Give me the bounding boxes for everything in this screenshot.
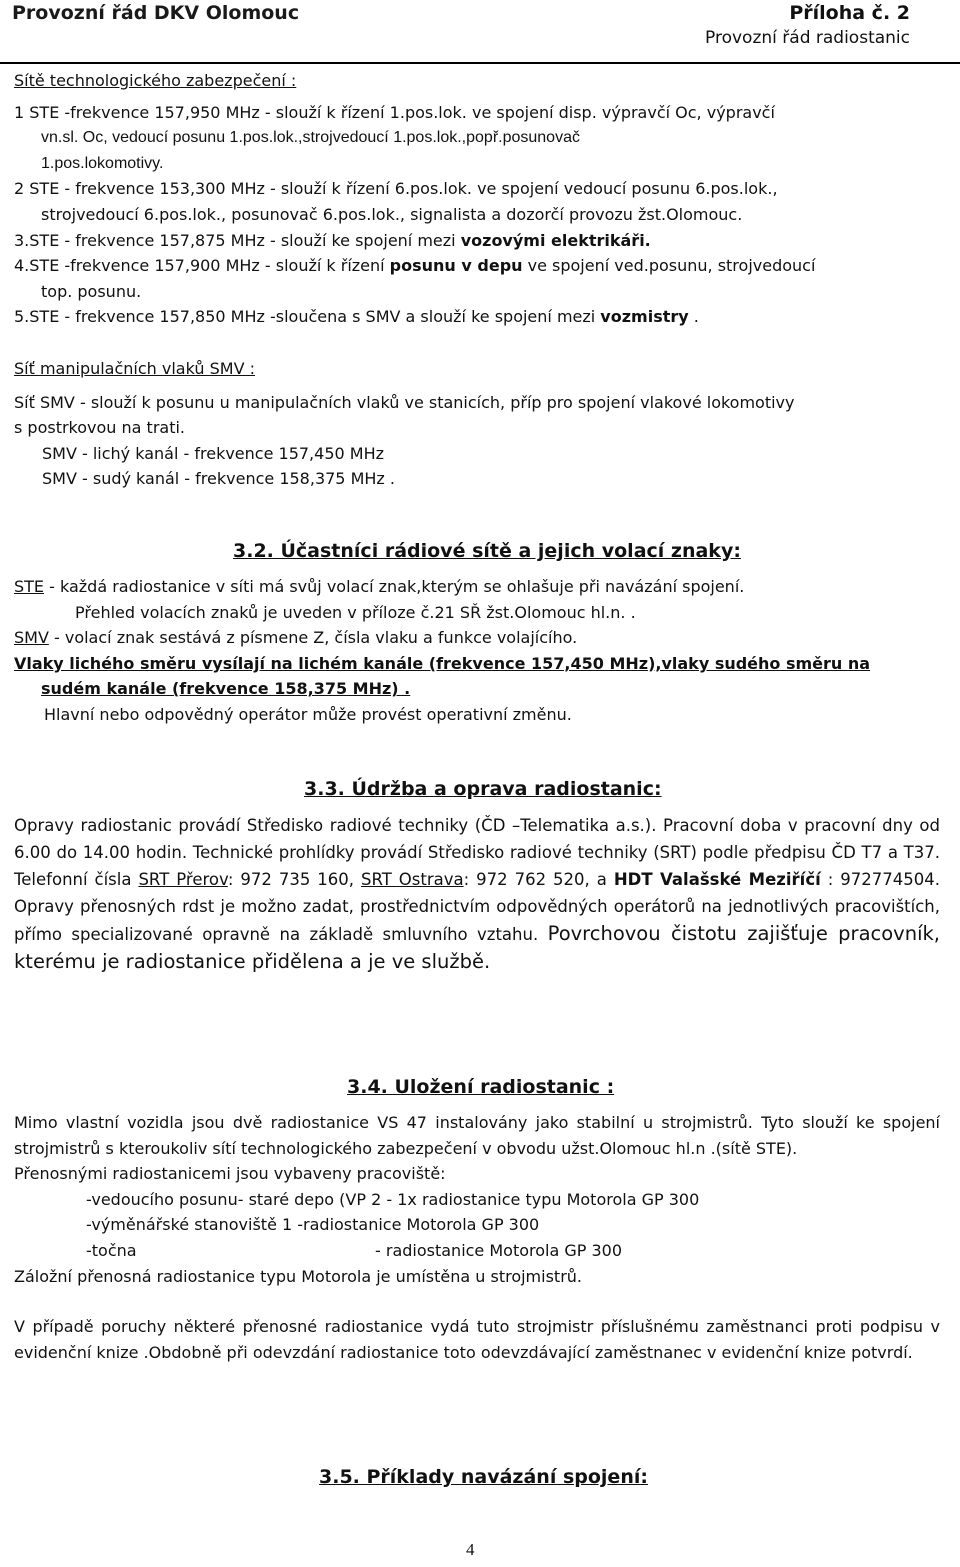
section-3-2-title: 3.2. Účastníci rádiové sítě a jejich volací znaky: <box>233 540 741 562</box>
smv-title: Síť manipulačních vlaků SMV : <box>14 359 255 378</box>
section-3-4-body <box>14 1110 940 1365</box>
page-header <box>0 0 960 64</box>
ste-item-4-text: 4.STE -frekvence 157,900 MHz - slouží k řízení <box>14 256 390 276</box>
ste-item-3-text: 3.STE - frekvence 157,875 MHz - slouží ke spojení mezi <box>14 230 461 250</box>
ste-item-4-text2: ve spojení ved.posunu, strojvedoucí <box>522 256 816 276</box>
appendix-label: Příloha č. 2 <box>789 2 910 24</box>
ste-item-1-cont: vn.sl. Oc, vedoucí posunu 1.pos.lok.,strojvedoucí 1.pos.lok.,popř.posunovač <box>41 129 580 147</box>
portable-item-3-radio: - radiostanice Motorola GP 300 <box>375 1240 623 1260</box>
section-3-3-title: 3.3. Údržba a oprava radiostanic: <box>304 778 662 800</box>
operator-note: Hlavní nebo odpovědný operátor může provést operativní změnu. <box>44 704 572 724</box>
train-direction-line-2: sudém kanále (frekvence 158,375 MHz) . <box>41 679 411 699</box>
smv-odd-channel: SMV - lichý kanál - frekvence 157,450 MHz <box>42 443 384 463</box>
portable-item-3 <box>14 1238 940 1264</box>
cleanliness-note: Povrchovou čistotu zajišťuje pracovník, kterému je radiostanice přidělena a je ve službě. <box>14 922 940 973</box>
repair-text-c: : 972 762 520, a <box>463 870 614 889</box>
portable-item-3-place: -točna <box>86 1240 137 1260</box>
repair-text-b: : 972 735 160, <box>227 870 361 889</box>
section-3-3-body <box>14 812 940 976</box>
smv-label: SMV <box>14 628 49 648</box>
ste-item-1: 1 STE -frekvence 157,950 MHz - slouží k řízení 1.pos.lok. ve spojení disp. výpravčí Oc, výpravčí <box>14 102 775 122</box>
srt-prerov: SRT Přerov <box>138 870 228 889</box>
ste-item-5 <box>14 304 940 330</box>
smv-section <box>14 356 940 492</box>
callsign-overview: Přehled volacích znaků je uveden v příloze č.21 SŘ žst.Olomouc hl.n. . <box>75 602 636 622</box>
ste-item-4 <box>14 253 940 279</box>
section-3-5-title: 3.5. Příklady navázání spojení: <box>319 1466 648 1488</box>
repair-text-d: : 972774504. Opravy přenosných rdst je možno zadat, prostřednictvím odpovědných operátorů na jednotlivých pracovištích, přímo specializované opravně na základě smluvního vztahu. <box>14 870 940 944</box>
portable-item-1: -vedoucího posunu- staré depo (VP 2 - 1x radiostanice typu Motorola GP 300 <box>86 1189 700 1209</box>
smv-desc: Síť SMV - slouží k posunu u manipulačních vlaků ve stanicích, příp pro spojení vlakové lokomotivy <box>14 392 795 412</box>
ste-item-4-emph: posunu v depu <box>389 256 523 276</box>
smv-callsign-text: - volací znak sestává z písmene Z, čísla vlaku a funkce volajícího. <box>48 628 578 648</box>
srt-ostrava: SRT Ostrava <box>361 870 464 889</box>
ste-item-3 <box>14 228 940 254</box>
ste-item-1-cont2: 1.pos.lokomotivy. <box>41 154 164 172</box>
section-3-2-body <box>14 574 940 728</box>
ste-item-5-text: 5.STE - frekvence 157,850 MHz -sloučena s SMV a slouží ke spojení mezi <box>14 307 601 327</box>
portable-intro: Přenosnými radiostanicemi jsou vybaveny pracoviště: <box>14 1164 446 1184</box>
header-title: Provozní řád DKV Olomouc <box>12 2 300 24</box>
smv-desc-cont: s postrkovou na trati. <box>14 418 186 438</box>
portable-item-2: -výměnářské stanoviště 1 -radiostanice Motorola GP 300 <box>86 1215 540 1235</box>
fault-procedure-text: V případě poruchy některé přenosné radiostanice vydá tuto strojmistr příslušnému zaměstnanci proti podpisu v evidenční knize .Obdobně při odevzdání radiostanice toto odevzdávající zaměstnanec v evidenční knize potvrdí. <box>14 1317 940 1362</box>
stable-radios-text: Mimo vlastní vozidla jsou dvě radiostanice VS 47 instalovány jako stabilní u strojmistrů. Tyto slouží ke spojení strojmistrů s kteroukoliv sítí technologického zabezpečení v obvodu užst.Olomouc hl.n .(sítě STE). <box>14 1113 940 1158</box>
ste-item-2-cont: strojvedoucí 6.pos.lok., posunovač 6.pos.lok., signalista a dozorčí provozu žst.Olomouc. <box>41 204 743 224</box>
ste-callsign-text: - každá radiostanice v síti má svůj volací znak,kterým se ohlašuje při navázání spojení. <box>44 577 745 596</box>
repair-text-a: Opravy radiostanic provádí Středisko radiové techniky (ČD –Telematika a.s.). Pracovní doba v pracovní dny od 6.00 do 14.00 hodin. Technické prohlídky provádí Středisko radiové techniky (SRT) podle předpisu ČD T7 a T37. Telefonní čísla <box>14 816 940 889</box>
ste-title: Sítě technologického zabezpečení : <box>14 71 297 90</box>
hdt-valasske-mezirici: HDT Valašské Meziříčí <box>613 870 821 889</box>
backup-radio-note: Záložní přenosná radiostanice typu Motorola je umístěna u strojmistrů. <box>14 1266 582 1286</box>
ste-label: STE <box>14 577 45 596</box>
ste-item-5-end: . <box>688 307 699 327</box>
ste-section <box>14 68 940 330</box>
page-number: 4 <box>466 1540 475 1559</box>
ste-item-3-emph: vozovými elektrikáři. <box>460 230 651 250</box>
ste-item-4-cont: top. posunu. <box>41 281 142 301</box>
header-subtitle: Provozní řád radiostanic <box>705 28 910 48</box>
ste-item-5-emph: vozmistry <box>600 307 689 327</box>
smv-even-channel: SMV - sudý kanál - frekvence 158,375 MHz . <box>42 469 395 489</box>
section-3-4-title: 3.4. Uložení radiostanic : <box>347 1076 615 1098</box>
train-direction-line-1: Vlaky lichého směru vysílají na lichém kanále (frekvence 157,450 MHz),vlaky sudého směru na <box>14 653 871 673</box>
ste-item-2: 2 STE - frekvence 153,300 MHz - slouží k řízení 6.pos.lok. ve spojení vedoucí posunu 6.pos.lok., <box>14 179 778 199</box>
